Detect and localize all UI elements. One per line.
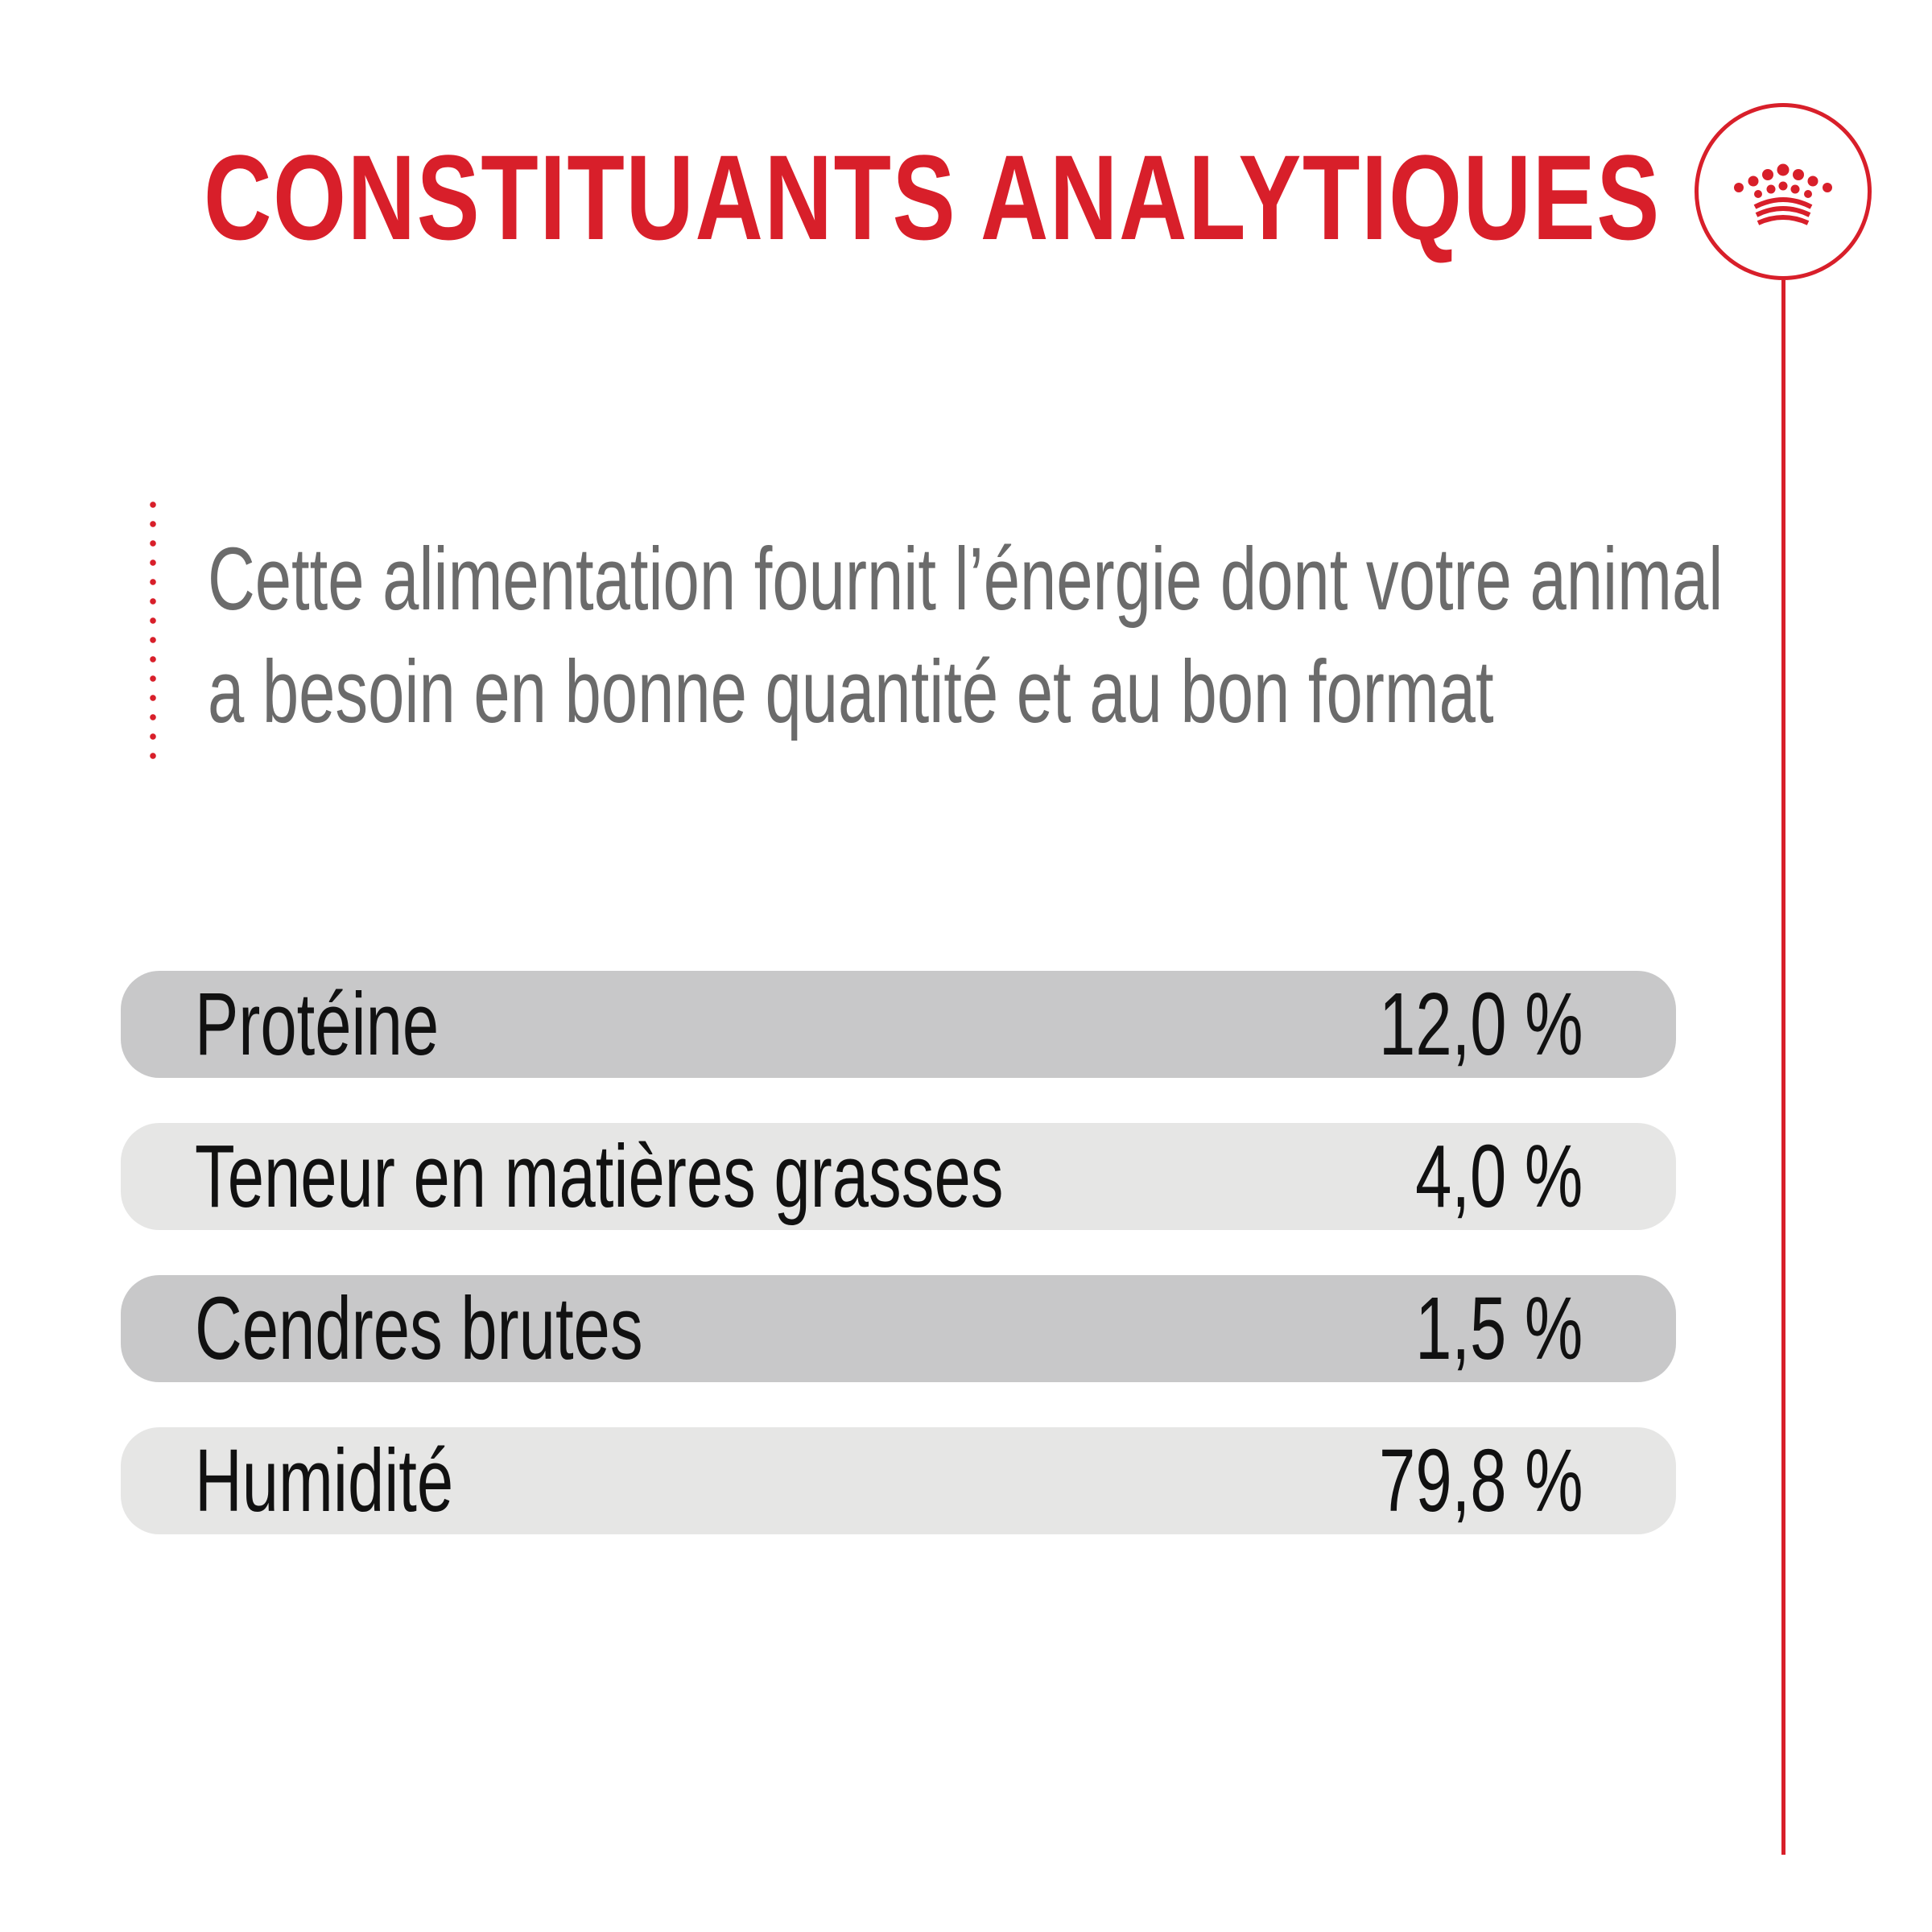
row-label: Teneur en matières grasses bbox=[195, 1127, 1004, 1226]
brand-logo bbox=[1695, 103, 1872, 280]
intro-line-2: a besoin en bonne quantité et au bon format bbox=[208, 642, 1494, 741]
row-value: 1,5 % bbox=[1414, 1279, 1583, 1378]
intro-line-1: Cette alimentation fournit l’énergie dont votre animal bbox=[208, 530, 1724, 629]
dotted-accent-line bbox=[150, 495, 156, 769]
row-label: Cendres brutes bbox=[195, 1279, 643, 1378]
analytical-table bbox=[121, 971, 1676, 1579]
table-row bbox=[121, 1123, 1676, 1230]
crown-icon bbox=[1731, 157, 1835, 229]
row-label: Protéine bbox=[195, 975, 440, 1074]
row-label: Humidité bbox=[195, 1431, 454, 1530]
vertical-accent-line bbox=[1781, 280, 1785, 1855]
table-row bbox=[121, 1427, 1676, 1534]
intro-text bbox=[208, 523, 1724, 749]
table-row bbox=[121, 1275, 1676, 1382]
page-title: CONSTITUANTS ANALYTIQUES bbox=[204, 130, 1661, 265]
row-value: 4,0 % bbox=[1414, 1127, 1583, 1226]
row-value: 79,8 % bbox=[1378, 1431, 1583, 1530]
row-value: 12,0 % bbox=[1378, 975, 1583, 1074]
table-row bbox=[121, 971, 1676, 1078]
